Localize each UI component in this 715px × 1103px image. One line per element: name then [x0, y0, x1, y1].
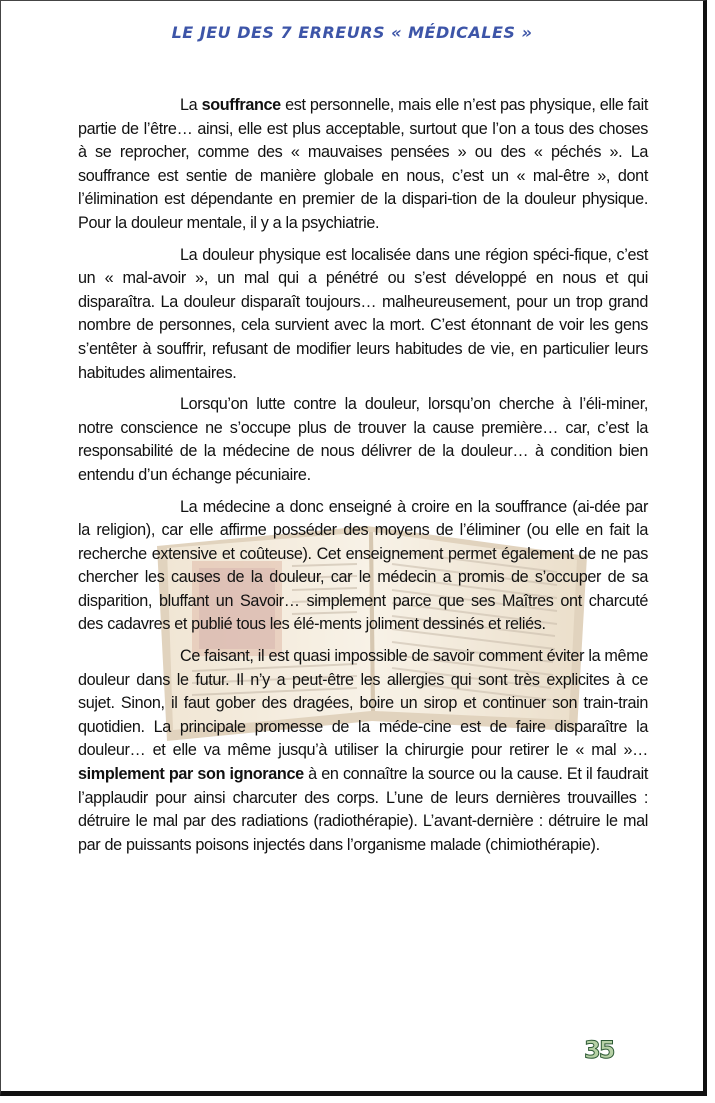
paragraph-4: La médecine a donc enseigné à croire en la souffrance (ai-dée par la religion), car elle affirme posséder des moyens de l’éliminer (ou elle en fait la recherche extensive et coûteuse). Cet enseignement permet également de ne pas chercher les causes de la douleur, car le médecin a promis de s’occuper de sa disparition, bluffant un Savoir… simplement parce que ses Maîtres ont charcuté des cadavres et publié tous les élé-ments joliment dessinés et reliés.: [78, 497, 648, 634]
paragraph-1-rest: est personnelle, mais elle n’est pas physique, elle fait partie de l’être… ainsi, elle est plus acceptable, surtout que l’on a tous des choses à se reprocher, comme des « mauvaises pensées » ou des « péchés ». La souffrance est sentie de manière globale en nous, c’est un « mal-être », dont l’élimination est dépendante en premier de la dispari-tion de la douleur physique. Pour la douleur mentale, il y a la psychiatrie.: [78, 96, 648, 232]
paragraph-3: Lorsqu’on lutte contre la douleur, lorsqu’on cherche à l’éli-miner, notre conscience ne s’occupe plus de trouver la cause première… car, c’est la responsabilité de la médecine de nous délivrer de la douleur… à condition bien entendu d’un échange pécuniaire.: [78, 395, 648, 484]
bold-phrase-ignorance: simplement par son ignorance: [78, 765, 304, 784]
paragraph-5-rest: à en connaître la source ou la cause. Et il faudrait l’applaudir pour ainsi charcuter des corps. L’une de leurs dernières trouvailles : détruire le mal par des radiations (radiothérapie). L’avant-dernière : détruire le mal par de puissants poisons injectés dans l’organisme malade (chimiothérapie).: [78, 765, 648, 854]
paragraph-5: [78, 645, 648, 857]
running-header: LE JEU DES 7 ERREURS « MÉDICALES »: [171, 23, 533, 42]
page-number: 35: [584, 1036, 614, 1064]
paragraph-1: [78, 94, 648, 236]
bold-term-souffrance: souffrance: [201, 96, 281, 114]
paragraph-1-start: La: [180, 96, 202, 114]
body-text: [78, 94, 648, 865]
paragraph-2: La douleur physique est localisée dans une région spéci-fique, c’est un « mal-avoir », un mal qui a pénétré ou s’est développé en nous et qui disparaîtra. La douleur disparaît toujours… malheureusement, pour un trop grand nombre de personnes, cela survient avec la mort. C’est étonnant de voir les gens s’entêter à souffrir, refusant de modifier leurs habitudes de vie, en particulier leurs habitudes alimentaires.: [78, 245, 648, 382]
paragraph-5-start: Ce faisant, il est quasi impossible de savoir comment éviter la même douleur dans le futur. Il n’y a peut-être les allergies qui sont très explicites à ce sujet. Sinon, il faut gober des dragées, boire un sirop et continuer son train-train quotidien. La principale promesse de la méde-cine est de faire disparaître la douleur… et elle va même jusqu’à utiliser la chirurgie pour retirer le « mal »…: [78, 647, 648, 760]
